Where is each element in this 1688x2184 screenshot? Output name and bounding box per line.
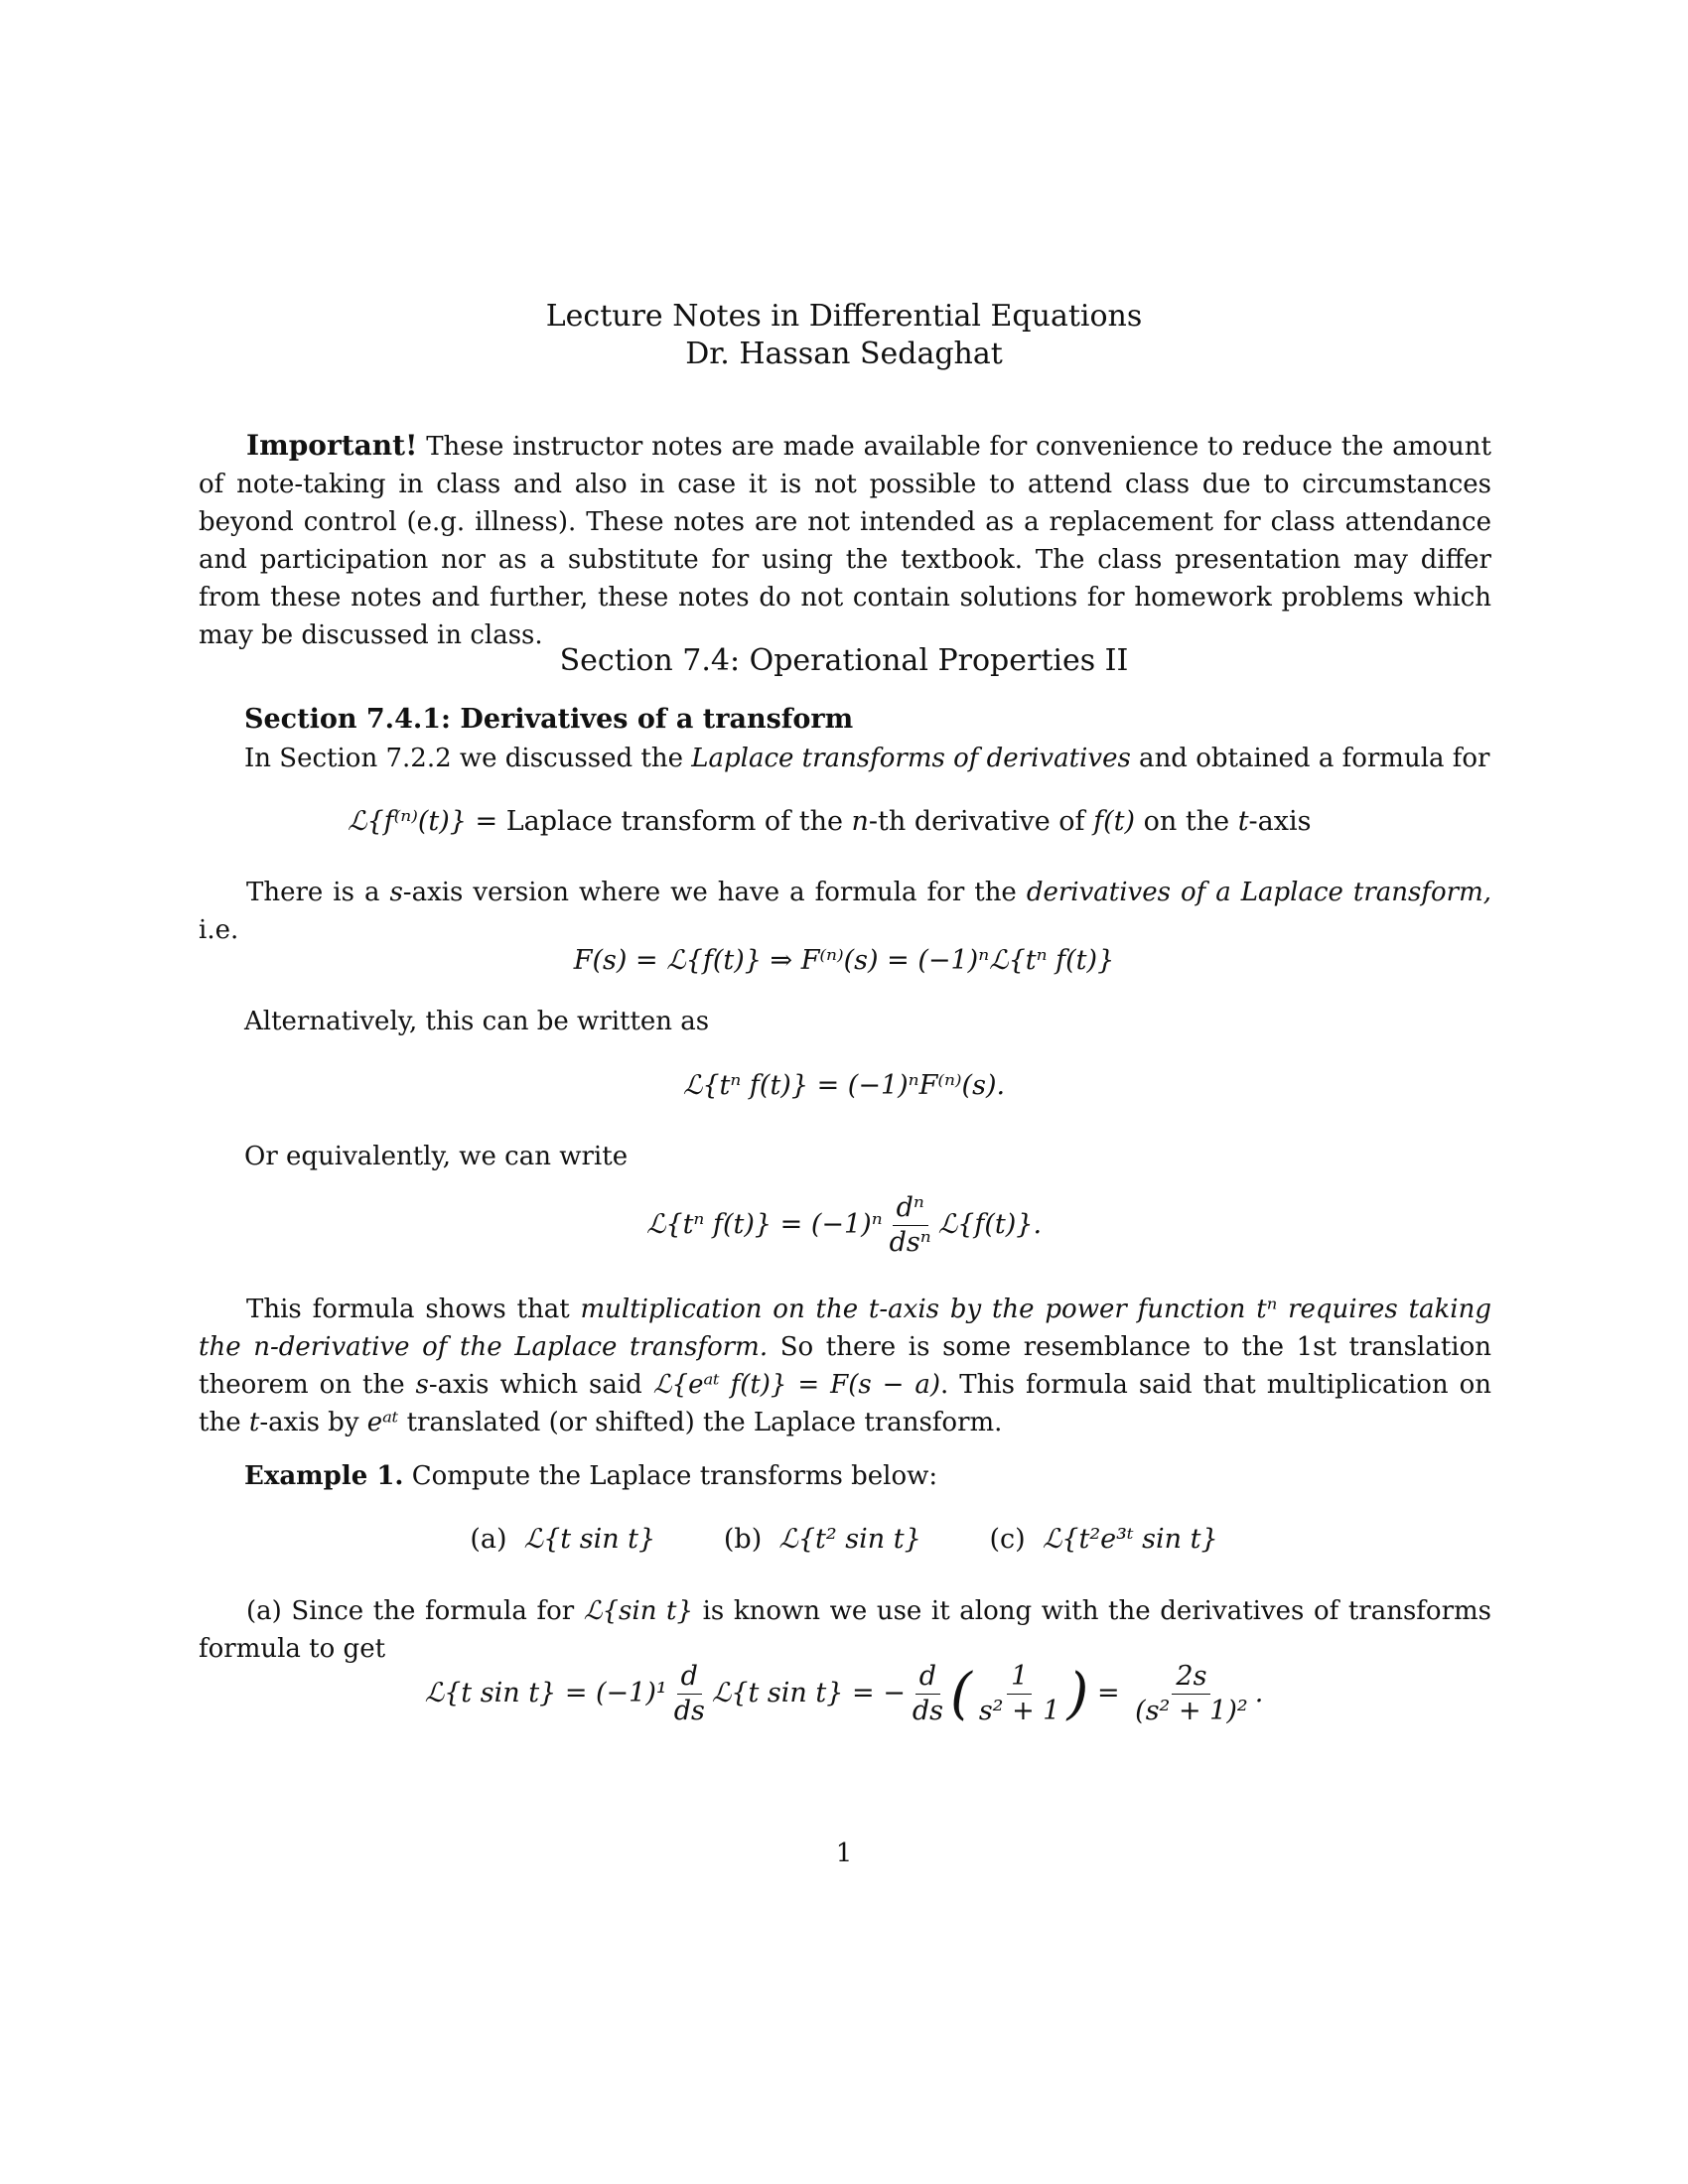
subsection-title: Section 7.4.1: Derivatives of a transform (244, 704, 854, 735)
page-number: 1 (835, 1839, 853, 1868)
notice-text: These instructor notes are made available for convenience to reduce the amount of note-taking in class and also in case it is not possible to attend class due to circumstances beyond control (e.g. illness). These notes are not intended as a replacement for class attendance and participation nor as a substitute for using the textbook. The class presentation may differ from these notes and further, these notes do not contain solutions for homework problems which may be discussed in class. (199, 432, 1491, 650)
document-title: Lecture Notes in Differential Equations (545, 299, 1143, 334)
paragraph-equivalently: Or equivalently, we can write (244, 1142, 629, 1171)
part-a: (a) ℒ{t sin t} (470, 1524, 656, 1555)
equation-1: ℒ{f⁽ⁿ⁾(t)} = Laplace transform of the n-th derivative of f(t) on the t-axis (348, 806, 1312, 837)
part-c: (c) ℒ{t²e³ᵗ sin t} (989, 1524, 1218, 1555)
equation-3: ℒ{tⁿ f(t)} = (−1)ⁿF⁽ⁿ⁾(s). (682, 1070, 1006, 1101)
document-author: Dr. Hassan Sedaghat (685, 337, 1003, 371)
notice-label: Important! (246, 429, 418, 462)
paragraph-s-axis: There is a s-axis version where we have a formula for the derivatives of a Laplace transform, i.e. (199, 878, 1492, 945)
solution-a-equation: ℒ{t sin t} = (−1)¹ $\frac{d}{ds}$ ℒ{t sin t} = − $\frac{d}{ds}$ ( $\frac{1}{\text{s² + 1}}$ ) = $\frac{2s}{\text{(s² + 1)²}}$ . (424, 1661, 1264, 1726)
important-notice (199, 427, 1491, 654)
solution-a-paragraph: (a) Since the formula for ℒ{sin t} is known we use it along with the derivatives of transforms formula to get (199, 1596, 1491, 1664)
equation-2: F(s) = ℒ{f(t)} ⇒ F⁽ⁿ⁾(s) = (−1)ⁿℒ{tⁿ f(t)} (573, 945, 1115, 976)
paragraph-alternatively: Alternatively, this can be written as (244, 1007, 710, 1036)
example-1-prompt: Example 1. Compute the Laplace transforms below: (244, 1461, 938, 1491)
section-title: Section 7.4: Operational Properties II (559, 643, 1129, 678)
part-b: (b) ℒ{t² sin t} (723, 1524, 921, 1555)
fraction-dn-dsn: $\frac{\text{dⁿ}}{\text{dsⁿ}}$ (889, 1192, 931, 1258)
intro-paragraph: In Section 7.2.2 we discussed the Laplace transforms of derivatives and obtained a formula for (244, 744, 1490, 773)
equation-4: ℒ{tⁿ f(t)} = (−1)ⁿ $\frac{\text{dⁿ}}{\text{dsⁿ}}$ ℒ{f(t)}. (645, 1192, 1043, 1258)
example-parts (0, 1524, 1688, 1555)
paragraph-explanation: This formula shows that multiplication on the t-axis by the power function tⁿ requires taking the n-derivative of the Laplace transform. So there is some resemblance to the 1st translation theorem on the s-axis which said ℒ{eᵃᵗ f(t)} = F(s − a). This formula said that multiplication on the t-axis by eᵃᵗ translated (or shifted) the Laplace transform. (199, 1295, 1492, 1437)
